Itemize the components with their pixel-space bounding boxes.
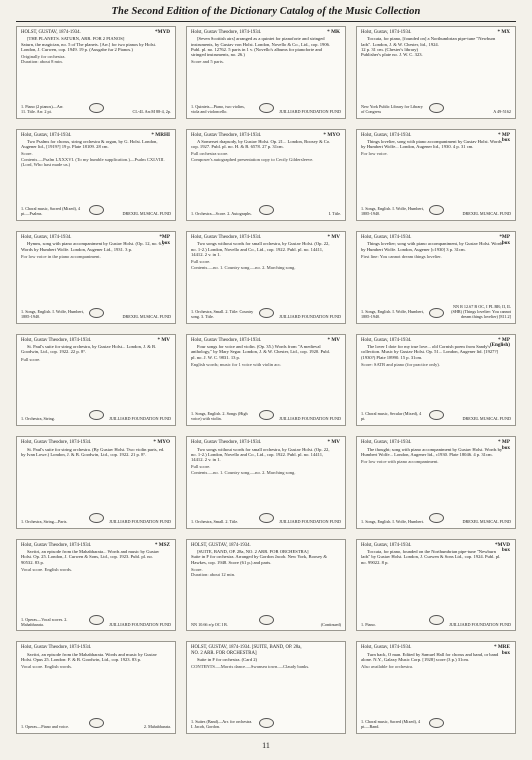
catalog-card [186, 641, 346, 734]
catalog-card-grid [16, 26, 516, 734]
catalog-card [356, 539, 516, 632]
catalog-card [186, 231, 346, 324]
card-body-text: Toccata, for piano, [founded on] a Northumbrian pipe-tune "Newburn lads". London, J. & W. Chester, ltd., 1924. 12 p. 31 cm. (Chester's library) Publisher's plate no. J. W. C. 323. [361, 36, 496, 58]
catalog-card [16, 231, 176, 324]
card-notes: Originally for orchestra. Duration: about 8 min. [21, 54, 66, 65]
card-stamp: DREXEL MUSICAL FUND [122, 313, 171, 319]
card-stamp: JUILLIARD FOUNDATION FUND [279, 313, 341, 319]
card-call-number: * MRE box [494, 644, 510, 656]
card-stamp: 2. Mahabharata. [143, 724, 171, 730]
card-call-number: *MP box [499, 234, 510, 246]
card-stamp: DREXEL MUSICAL FUND [122, 211, 171, 217]
card-punch-hole [429, 513, 444, 523]
card-stamp: JUILLIARD FOUNDATION FUND [279, 518, 341, 524]
card-punch-hole [429, 615, 444, 625]
catalog-card [356, 641, 516, 734]
card-body-text: [Seven Scottish airs] arranged as a quintet for pianoforte and stringed instruments, by Gustav von Holst. London, Novello & Co., Ltd., cop. 1906. Publ. pl. no. 12762. 5 parts in 1 v. (Novello's albums for pianoforte and stringed instruments, no. 26.) [191, 36, 331, 58]
card-notes: For low voice with piano accompaniment. [361, 459, 439, 465]
catalog-card [356, 436, 516, 529]
card-tracings: 1. Songs, English. I. Wolfe, Humbert, 1885-1940. [21, 308, 84, 319]
card-body-text: Savitri, an episode from the Mahabharata... Words and music by Gustav Holst. Op. 25. London, J. Curwen & Sons, Ltd., cop. 1923. Publ. pl. no. 90532. 83 p. [21, 549, 160, 565]
catalog-card [186, 436, 346, 529]
card-heading: Holst, Gustav, 1874-1934. [21, 132, 72, 138]
card-tracings: NN 10.66 e/p OC I B. [191, 621, 228, 627]
card-call-number: * MV [327, 234, 340, 241]
card-body-text: Savitri, an episode from the Mahabharata. Words and music by Gustav Holst. Opus 25. London: F. & B. Goodwin, Ltd., cop. 1923. 83 p. [21, 651, 157, 663]
card-notes: First line: You cannot dream things lovelier. [361, 254, 442, 260]
card-body-text: Things lovelier; song with piano accompaniment, by Gustav Holst. Words by Humbert Wolfe. London, Augener [c1930] 3 p. 31cm. [361, 241, 504, 252]
card-tracings: 1. Orchestra, String. [21, 416, 55, 422]
card-punch-hole [259, 205, 274, 215]
card-tracings: 1. Choral music, Sacred (Mixed), 4 pt.—Band. [361, 719, 421, 730]
card-tracings: 1. Songs, English. 2. Songs (High voice) with violin. [191, 411, 248, 422]
card-notes: Vocal score. English words. [21, 567, 73, 573]
card-punch-hole [429, 718, 444, 728]
card-heading: Holst, Gustav Theodore, 1874-1934. [21, 440, 92, 446]
card-tracings: 1. Orchestra, Small. 2. Title. [191, 518, 239, 524]
card-stamp: JUILLIARD FOUNDATION FUND [109, 621, 171, 627]
card-call-number: *MVD box [495, 541, 510, 554]
card-call-number: * MP box [498, 439, 510, 451]
card-heading: Holst, Gustav Theodore, 1874-1934. [21, 542, 92, 548]
card-heading: Holst, Gustav Theodore, 1874-1934. [191, 235, 262, 241]
card-punch-hole [259, 513, 274, 523]
card-punch-hole [259, 615, 274, 625]
card-notes: Full score. [21, 356, 41, 362]
card-tracings: 1. Piano (2 pianos)—Arr. 11. Title. Arr. 2 pi. [21, 103, 64, 114]
card-body-text: Suite in F for orchestra. (Card 2) [197, 657, 258, 663]
card-punch-hole [259, 308, 274, 318]
card-body-text: [THE PLANETS. SATURN, ARR. FOR 2 PIANOS] Saturn, the magician, no. 5 of The planets. [Arr.] for two pianos by Holst. London, J. Curwen, cop. 1949. 19 p. (Ausgabe fur 2 Pianos.) [21, 36, 157, 52]
card-notes: Full score. Contents.—no. 1. Country song.—no. 2. Marching song. [191, 259, 296, 270]
card-heading: Holst, Gustav, 1874-1934. [361, 132, 412, 138]
card-punch-hole [89, 615, 104, 625]
card-heading: Holst, Gustav, 1874-1934. [361, 440, 412, 446]
card-punch-hole [89, 718, 104, 728]
card-stamp: JUILLIARD FOUNDATION FUND [279, 416, 341, 422]
page-number: 11 [262, 741, 270, 750]
card-call-number: * MP (English) [489, 336, 510, 349]
card-heading: HOLST, GUSTAV, 1874-1934. [191, 542, 251, 548]
card-tracings: 1. Choral music, Sacred (Mixed), 4 pt.—Psalms. [21, 206, 81, 217]
catalog-card [16, 129, 176, 222]
card-punch-hole [259, 718, 274, 728]
card-heading: Holst, Gustav, 1874-1934. [361, 542, 412, 548]
card-body-text: Four songs for voice and violin. (Op. 35.) Words from "A medieval anthology," by Mary Segar. London, J. & W. Chester, Ltd., cop. 1920. Publ. pl. no. J. W. C. 9831. 13 p. [191, 344, 331, 360]
card-notes: CONTENTS.—Morris dance.—Swansea town.—Claudy banks. [191, 664, 310, 670]
card-call-number: * MV [327, 336, 340, 343]
catalog-card [16, 26, 176, 119]
card-stamp: JUILLIARD FOUNDATION FUND [109, 416, 171, 422]
catalog-card [186, 539, 346, 632]
card-body-text: The thought; song with piano accompaniment by Gustav Holst. Words by Humbert Wolfe... London, Augener ltd., c1930. Plate 18046. 4 p. 31cm. [361, 446, 503, 457]
card-body-text: A Somerset rhapsody, by Gustav Holst. Op. 21... London, Boosey & Co. cop. 1927. Publ. pl. no. H. & B. 6578. 27 p. 31cm. [191, 138, 331, 150]
card-heading: Holst, Gustav Theodore, 1874-1934. [191, 337, 262, 343]
card-tracings: 1. Operas—Vocal scores. 2. Mahabharata. [21, 616, 68, 627]
card-punch-hole [429, 205, 444, 215]
card-tracings: 1. Songs, English. I. Wolfe, Humbert. [361, 518, 424, 524]
card-notes: Score and 5 parts. [191, 59, 224, 65]
card-heading: Holst, Gustav, 1874-1934. [361, 645, 412, 651]
card-call-number: * MV [157, 336, 170, 343]
catalog-card [186, 334, 346, 427]
card-punch-hole [89, 103, 104, 113]
card-tracings: 1. Operas—Piano and voice. [21, 724, 70, 730]
card-tracings: 1. Songs, English. I. Wolfe, Humbert, 1885-1940. [361, 206, 424, 217]
card-heading: Holst, Gustav Theodore, 1874-1934. [21, 645, 92, 651]
card-tracings: 1. Orchestra—Score. 2. Autographs. [191, 211, 252, 217]
card-stamp: DREXEL MUSICAL FUND [462, 211, 511, 217]
card-stamp: JUILLIARD FOUNDATION FUND [449, 621, 511, 627]
card-body-text: The lover I dote for my true love... old Cornish poem from Sandy's collection. Music by Gustav Holst. Op. 51... London, Augener ltd. [1927?] (1930?) Plate 18990. 15 p. 31cm. [361, 344, 499, 360]
card-call-number: *MYD [155, 29, 170, 35]
card-call-number: * MX [497, 29, 510, 35]
card-punch-hole [89, 410, 104, 420]
card-stamp: I. Title. [328, 211, 341, 217]
card-heading: HOLST, GUSTAV, 1874-1934. [21, 30, 81, 35]
card-heading: Holst, Gustav, 1874-1934. [361, 235, 412, 241]
card-call-number: *MP box [159, 234, 170, 246]
card-stamp: A 49-5162 [493, 108, 511, 114]
card-heading: Holst, Gustav Theodore, 1874-1934. [191, 30, 262, 35]
card-heading: Holst, Gustav, 1874-1934. [21, 235, 72, 241]
card-body-text: Two songs without words for small orchestra, by Gustav Holst. (Op. 22, no. 1-2.) London, Novello and Co., Ltd., cop. 1922. Publ. pl. no. 14411, 14412. 2 v. in 1. [191, 446, 330, 463]
card-tracings: 1. Choral music, Secular (Mixed), 4 pt. [361, 411, 422, 422]
catalog-card [356, 231, 516, 324]
catalog-card [356, 129, 516, 222]
card-body-text: Turn back, O man. Edited by Samuel Hall for chorus and band, or band alone. N.Y., Galaxy Music Corp. [1928] score (3 p.) 31cm. [361, 651, 499, 663]
card-call-number: * MYO [323, 131, 340, 138]
card-punch-hole [429, 103, 444, 113]
card-body-text: St. Paul's suite for string orchestra, by Gustav Holst... London, J. & B. Goodwin, Ltd., cop. 1922. 22 p. 8°. [21, 344, 157, 355]
card-stamp: DREXEL MUSICAL FUND [462, 416, 511, 422]
card-body-text: Hymns, song with piano accompaniment by Gustav Holst. (Op. 12, no. 6.) Words by Humbert Wolfe. London, Augener Ltd., 1931. 3 p. [21, 241, 164, 252]
card-punch-hole [89, 205, 104, 215]
card-notes: Score: SATB and piano (for practice only). [361, 361, 440, 367]
card-tracings: 1. Songs, English. I. Wolfe, Humbert, 1885-1940. [361, 308, 424, 319]
card-notes: Also available for orchestra. [361, 664, 414, 670]
card-notes: Vocal score. English words. [21, 664, 73, 670]
card-notes: For low voice in the piano accompaniment. [21, 254, 101, 260]
catalog-card [356, 26, 516, 119]
card-punch-hole [259, 410, 274, 420]
card-tracings: 1. Orchestra, Small. 2. Title: Country song. 3. Title. [191, 308, 254, 319]
card-body-text: Two Psalms for chorus, string orchestra & organ, by G. Holst. London, Augener ltd., [1919?] 19 p. Plate 18109. 28 cm. [21, 138, 158, 150]
catalog-card [186, 26, 346, 119]
card-body-text: Two songs without words for small orchestra, by Gustav Holst. (Op. 22, no. 1-2.) London, Novello and Co., Ltd., cop. 1922. Publ. pl. no. 14411, 14412. 2 v. in 1. [191, 241, 330, 258]
card-call-number: * MYO [153, 439, 170, 446]
card-body-text: [SUITE, BAND, OP. 28a, NO. 2 ARR. FOR ORCHESTRA] Suite in F for orchestra. Arranged by Gordon Jacob. New York, Boosey & Hawkes, cop. 1948. Score (61 p.) and parts. [191, 549, 328, 565]
card-heading: Holst, Gustav Theodore, 1874-1934. [191, 440, 262, 446]
catalog-card [356, 334, 516, 427]
card-heading: Holst, Gustav, 1874-1934. [361, 30, 412, 35]
card-body-text: Things lovelier, song with piano accompaniment by Gustav Holst. Words by Humbert Wolfe... London, Augener ltd., 1930. 4 p. 31 cm. [361, 138, 502, 150]
card-stamp: CL-4L Arr.M 88-4, 2p. [132, 108, 171, 114]
catalog-card [16, 334, 176, 427]
card-notes: Score. Contents.—Psalm LXXXVI. (To my humble supplication.)—Psalm CXLVIII. (Lord, Who hast made us.) [21, 151, 165, 168]
card-notes: Full orchestra score. Composer's autographed presentation copy to Cecily Gildersleeve. [191, 151, 314, 162]
card-stamp: NN R 12.67 B OC, I PL BR; II, IL (SHR) (Things lovelier: You cannot dream things lovelier) [811.2] [451, 303, 511, 319]
card-call-number: * MK [327, 29, 340, 35]
card-tracings: New York Public Library for Library of Congress [361, 103, 423, 114]
card-tracings: 1. Quintets—Piano, two violins, viola and violoncello. [191, 103, 245, 114]
card-punch-hole [259, 103, 274, 113]
card-notes: Full score. Contents.—no. 1. Country song.—no. 2. Marching song. [191, 464, 296, 475]
card-tracings: 1. Piano. [361, 621, 376, 627]
card-call-number: * MRHI [151, 131, 170, 138]
card-stamp: DREXEL MUSICAL FUND [462, 518, 511, 524]
card-punch-hole [89, 308, 104, 318]
card-body-text: St. Paul's suite for string orchestra. (By Gustav Holst. Two violin parts, ed. by Ivan Lowe.) London, J. & B. Goodwin, Ltd., cop. 1922. 21 p. 8°. [21, 446, 165, 457]
card-heading: Holst, Gustav Theodore, 1874-1934. [21, 337, 92, 343]
card-tracings: 1. Orchestra, String—Parts. [21, 518, 68, 524]
card-heading: Holst, Gustav Theodore, 1874-1934. [191, 132, 262, 138]
card-punch-hole [429, 308, 444, 318]
catalog-card [186, 129, 346, 222]
card-notes: Score. Duration: about 12 min. [191, 567, 236, 578]
card-heading: Holst, Gustav, 1874-1934. [361, 337, 412, 343]
card-stamp: (Continued) [320, 621, 341, 627]
card-punch-hole [89, 513, 104, 523]
header-rule [16, 21, 516, 22]
card-notes: English words; music for 1 voice with violin acc. [191, 361, 282, 367]
card-call-number: * MP box [498, 131, 510, 143]
card-punch-hole [429, 410, 444, 420]
card-notes: For low voice. [361, 151, 388, 157]
catalog-card [16, 436, 176, 529]
card-stamp: JUILLIARD FOUNDATION FUND [279, 108, 341, 114]
page-header: The Second Edition of the Dictionary Catalog of the Music Collection [111, 6, 421, 17]
card-call-number: * MSZ [154, 541, 170, 548]
card-stamp: JUILLIARD FOUNDATION FUND [109, 518, 171, 524]
catalog-card [16, 539, 176, 632]
card-heading: HOLST, GUSTAV, 1874-1934. [SUITE, BAND, OP. 28a, NO. 2 ARR. FOR ORCHESTRA] [191, 645, 302, 656]
catalog-card [16, 641, 176, 734]
card-body-text: Toccata, for piano, founded on the Northumbrian pipe-tune "Newburn lads" by Gustav Holst. London, J. Curwen & Sons Ltd., cop. 1924. Publ. pl. no. 99022. 8 p. [361, 549, 501, 565]
card-tracings: 1. Suites (Band)—Arr. for orchestra. I. Jacob, Gordon. [191, 719, 253, 730]
card-call-number: * MV [327, 439, 340, 446]
